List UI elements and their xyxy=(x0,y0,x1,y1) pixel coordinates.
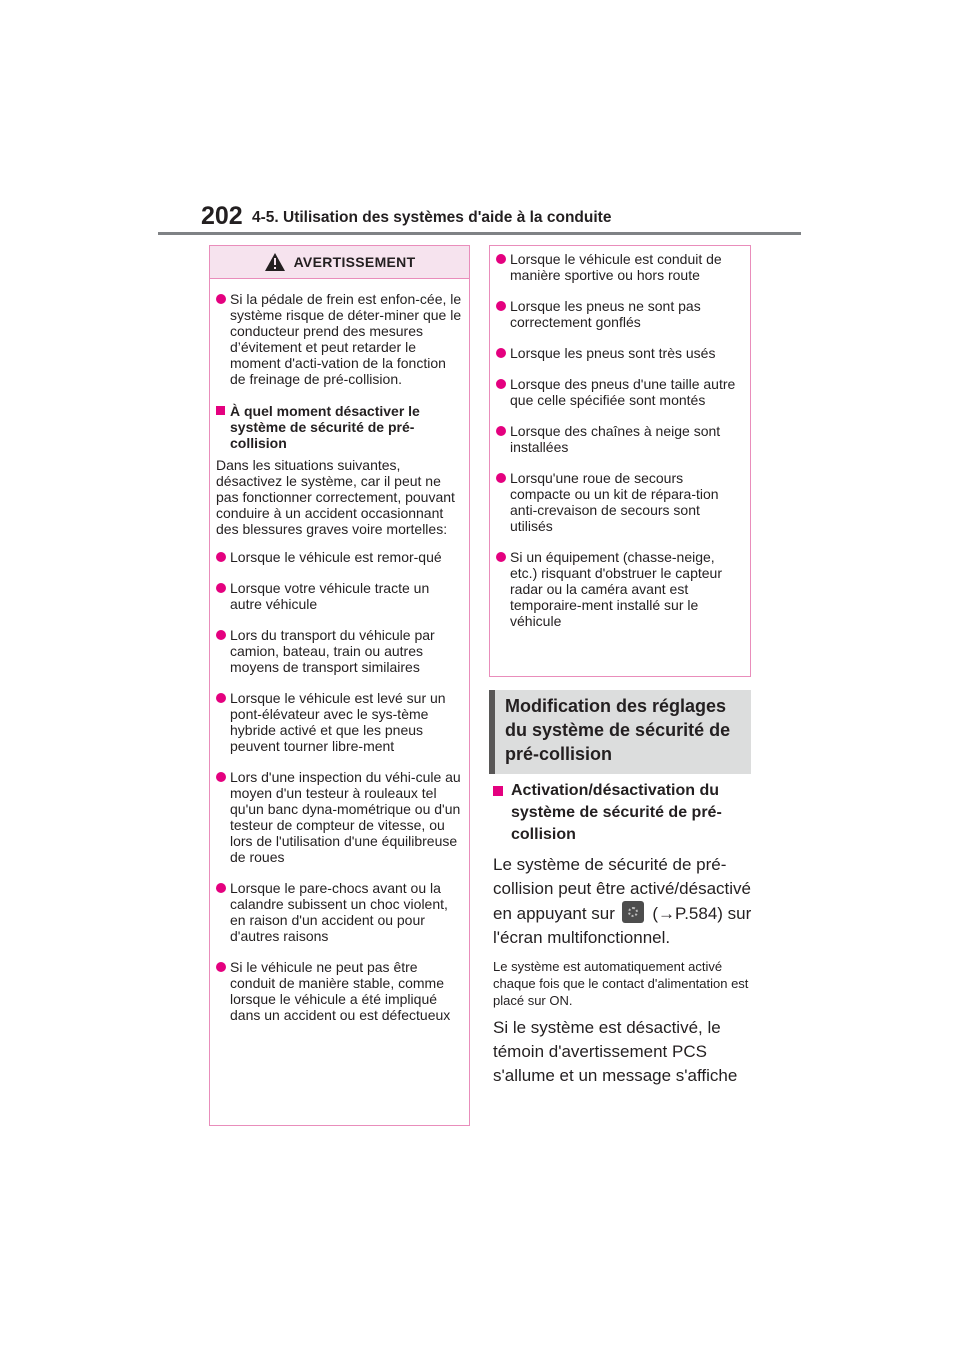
list-item: Si le véhicule ne peut pas être conduit de manière stable, comme lorsque le véhicule a été impliqué dans un accident ou est défectueux xyxy=(216,959,463,1023)
warning-triangle-icon xyxy=(264,252,286,272)
bullet-dot-icon xyxy=(216,693,226,703)
list-item: Lorsque le véhicule est remor-qué xyxy=(216,549,463,565)
activation-note: Le système est automatiquement activé chaque fois que le contact d'alimentation est placé sur ON. xyxy=(493,959,749,1008)
list-item: Lorsque le véhicule est levé sur un pont-élévateur avec le sys-tème hybride activé et que les pneus peuvent tourner libre-ment xyxy=(216,690,463,754)
square-marker-icon xyxy=(216,406,225,415)
activation-body: Le système de sécurité de pré-collision peut être activé/désactivé en appuyant sur (→P.584) sur l'écran multifonctionnel. xyxy=(493,855,752,947)
list-item: Lorsqu'une roue de secours compacte ou un kit de répara-tion anti-crevaison de secours sont utilisés xyxy=(496,470,744,534)
list-item: Lors du transport du véhicule par camion, bateau, train ou autres moyens de transport similaires xyxy=(216,627,463,675)
bullet-dot-icon xyxy=(216,630,226,640)
bullet-dot-icon xyxy=(216,552,226,562)
warning-subheading: À quel moment désactiver le système de sécurité de pré-collision xyxy=(216,403,463,451)
square-marker-icon xyxy=(493,786,503,796)
header-rule xyxy=(158,232,801,235)
list-item: Lorsque le pare-chocs avant ou la calandre subissent un choc violent, en raison d'un accident ou pour d'autres raisons xyxy=(216,880,463,944)
bullet-dot-icon xyxy=(496,379,506,389)
settings-gear-icon xyxy=(622,901,644,923)
bullet-dot-icon xyxy=(496,254,506,264)
bullet-dot-icon xyxy=(496,348,506,358)
list-item: Lorsque les pneus ne sont pas correctement gonflés xyxy=(496,298,744,330)
bullet-dot-icon xyxy=(216,583,226,593)
warning-header xyxy=(210,246,469,279)
list-item: Lorsque votre véhicule tracte un autre véhicule xyxy=(216,580,463,612)
bullet-dot-icon xyxy=(216,294,226,304)
activation-subheading: Activation/désactivation du système de sécurité de pré-collision xyxy=(493,780,753,846)
warning-items-list xyxy=(216,549,463,1023)
list-item: Si un équipement (chasse-neige, etc.) risquant d'obstruer le capteur radar ou la caméra avant est temporaire-ment installé sur le véhicule xyxy=(496,549,744,629)
warning-paragraph: Dans les situations suivantes, désactivez le système, car il peut ne pas fonctionner correctement, pouvant conduire à un accident occasionnant des blessures graves voire mortelles: xyxy=(216,457,455,537)
section-title: 4-5. Utilisation des systèmes d'aide à la conduite xyxy=(252,209,612,226)
list-item: Lorsque les pneus sont très usés xyxy=(496,345,744,361)
warning-intro-list xyxy=(216,291,463,387)
list-item: Lors d'une inspection du véhi-cule au moyen d'un testeur à rouleaux tel qu'un banc dyna-mométrique ou d'un testeur de compteur de vitesse, ou lors de l'utilisation d'une équilibreuse de roues xyxy=(216,769,463,865)
deactivation-body: Si le système est désactivé, le témoin d'avertissement PCS s'allume et un message s'affiche xyxy=(493,1018,738,1085)
list-item: Lorsque des chaînes à neige sont installées xyxy=(496,423,744,455)
warning-title: AVERTISSEMENT xyxy=(293,254,416,270)
warning-continued-list xyxy=(496,251,744,629)
list-item: Lorsque le véhicule est conduit de manière sportive ou hors route xyxy=(496,251,744,283)
bullet-dot-icon xyxy=(216,772,226,782)
bullet-dot-icon xyxy=(496,426,506,436)
bullet-dot-icon xyxy=(216,962,226,972)
list-item: Si la pédale de frein est enfon-cée, le système risque de déter-miner que le conducteur prend des mesures d’évitement et peut retarder le moment d'acti-vation de la fonction de freinage de pré-collision. xyxy=(216,291,463,387)
bullet-dot-icon xyxy=(496,552,506,562)
bullet-dot-icon xyxy=(216,883,226,893)
warning-box-continued xyxy=(489,245,751,677)
modification-content xyxy=(493,780,753,1088)
bullet-dot-icon xyxy=(496,473,506,483)
page-number: 202 xyxy=(201,202,243,230)
bullet-dot-icon xyxy=(496,301,506,311)
modification-heading: Modification des réglages du système de sécurité de pré-collision xyxy=(489,690,751,774)
list-item: Lorsque des pneus d'une taille autre que celle spécifiée sont montés xyxy=(496,376,744,408)
warning-box xyxy=(209,245,470,1126)
